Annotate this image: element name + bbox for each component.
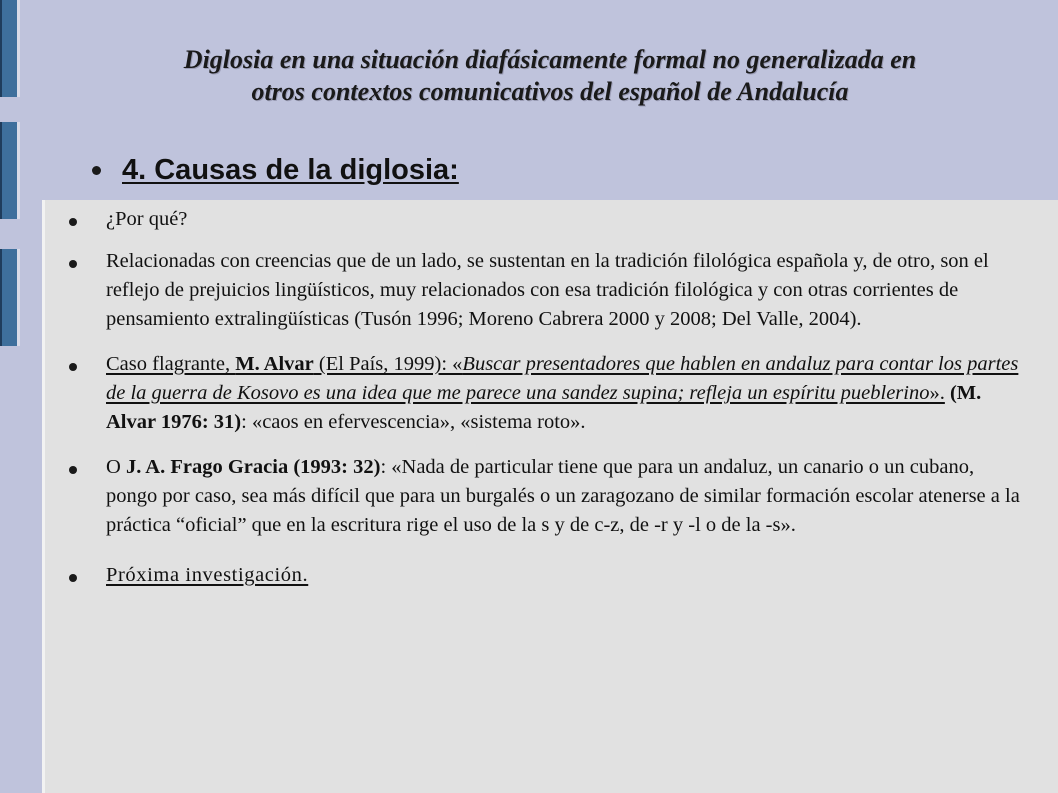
quote-text: : «Nada de particular tiene que para un andaluz, un canario o un cubano, pongo por caso, sea más difícil que para un burgalés o un zaragozano de similar formación escolar atenerse a la práctica “oficial” que en la escritura rige el uso de la s y de c-z, de -r y -l o de la -s». bbox=[106, 456, 1020, 536]
quote-text: Buscar presentadores que hablen en andaluz para contar los partes de la guerra de Kosovo es una idea que me parece una sandez supina; refleja un espíritu pueblerino bbox=[106, 353, 1019, 404]
bullet-text: ¿Por qué? bbox=[106, 208, 188, 230]
bullet-icon bbox=[69, 574, 77, 582]
slide-title-line2: otros contextos comunicativos del español de Andalucía bbox=[251, 77, 849, 106]
author-name: M. Alvar bbox=[235, 353, 314, 375]
case-tail: : «caos en efervescencia», «sistema roto». bbox=[241, 411, 586, 433]
citation: J. A. Frago Gracia (1993: 32) bbox=[125, 456, 381, 478]
decorative-bar-top bbox=[0, 0, 20, 97]
bullet-text: Relacionadas con creencias que de un lado, se sustentan en la tradición filológica española y, de otro, son el reflejo de prejuicios lingüísticos, muy relacionados con esa tradición filológica y con otras corrientes de pensamiento extralingüísticas (Tusón 1996; Moreno Cabrera 2000 y 2008; Del Valle, 2004). bbox=[106, 250, 989, 330]
next-research-link: Próxima investigación. bbox=[106, 564, 309, 586]
case-source: (El País, 1999): « bbox=[313, 353, 463, 375]
quote-close: ». bbox=[929, 382, 945, 404]
list-item bbox=[69, 561, 1029, 590]
content-panel bbox=[42, 200, 1058, 793]
bullet-icon bbox=[69, 260, 77, 268]
section-heading: 4. Causas de la diglosia: bbox=[122, 154, 459, 186]
slide-title bbox=[60, 44, 1040, 108]
bullet-list bbox=[69, 205, 1029, 590]
bullet-icon bbox=[69, 218, 77, 226]
citation: (M. Alvar 1976: 31) bbox=[106, 382, 982, 433]
list-item bbox=[69, 205, 1029, 234]
bullet-lead: O bbox=[106, 456, 126, 478]
list-item bbox=[69, 453, 1029, 540]
decorative-bar-bottom bbox=[0, 249, 20, 346]
bullet-icon bbox=[69, 466, 77, 474]
decorative-bar-middle bbox=[0, 122, 20, 219]
list-item bbox=[69, 350, 1029, 437]
section-heading-row bbox=[92, 152, 459, 188]
list-item bbox=[69, 247, 1029, 334]
slide-title-line1: Diglosia en una situación diafásicamente formal no generalizada en bbox=[183, 45, 917, 74]
case-lead: Caso flagrante, bbox=[106, 353, 236, 375]
bullet-icon bbox=[69, 363, 77, 371]
bullet-icon bbox=[92, 166, 101, 175]
